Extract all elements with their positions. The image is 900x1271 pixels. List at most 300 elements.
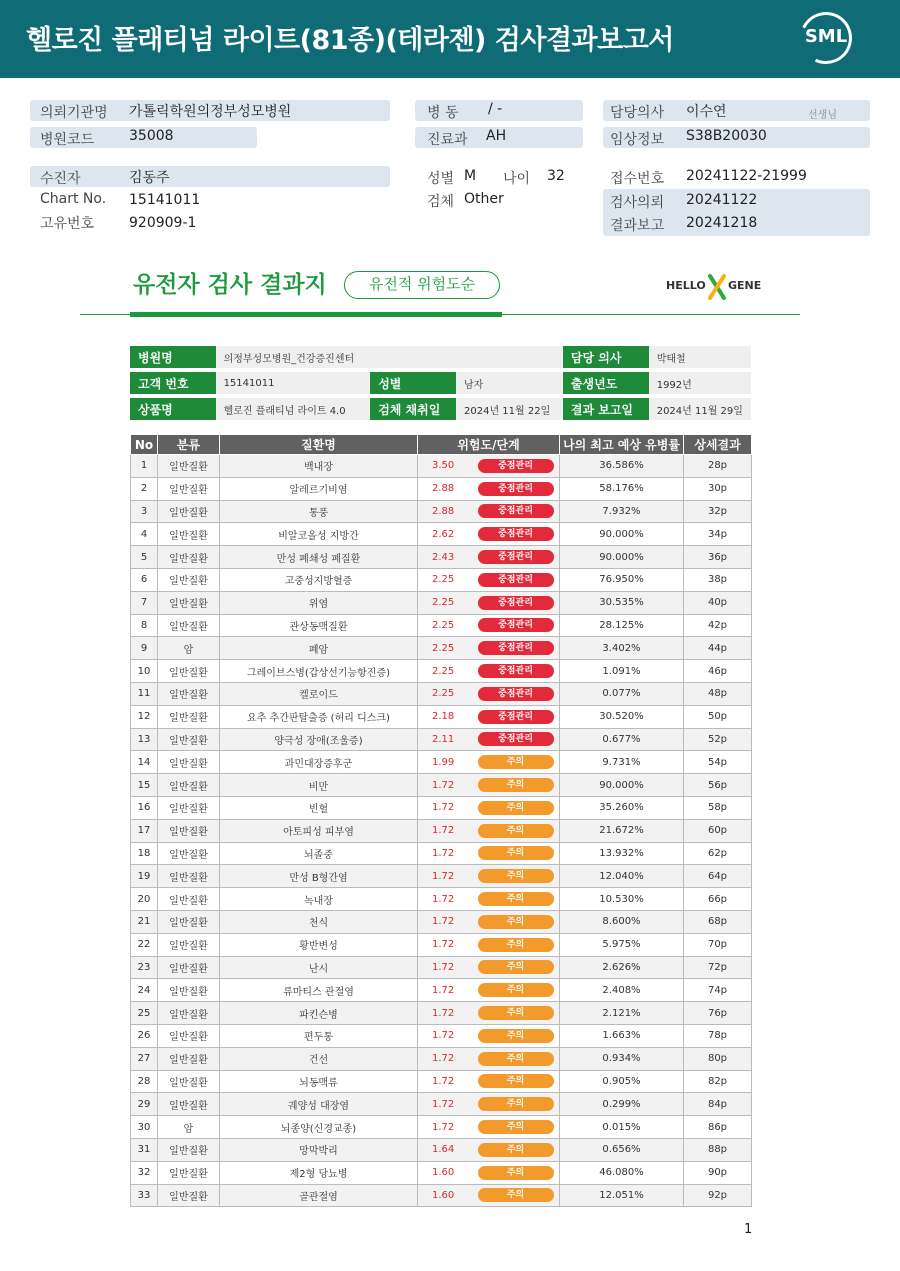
row-prevalence: 90.000% [560, 546, 684, 569]
row-no: 1 [131, 455, 158, 478]
row-risk-score: 1.60 [418, 1184, 478, 1207]
row-no: 2 [131, 477, 158, 500]
row-category: 일반질환 [158, 956, 220, 979]
sml-logo [800, 12, 852, 64]
row-risk-score: 3.50 [418, 455, 478, 478]
summary-reported-label: 결과 보고일 [563, 398, 649, 420]
row-disease: 뇌졸중 [220, 842, 418, 865]
table-row [131, 1116, 752, 1139]
page-number: 1 [744, 1222, 753, 1237]
row-disease: 뇌종양(신경교종) [220, 1116, 418, 1139]
table-row [131, 979, 752, 1002]
gene-x-icon [706, 272, 728, 302]
row-disease: 알레르기비염 [220, 477, 418, 500]
risk-level-badge: 주의 [478, 960, 554, 974]
sex-value: M [464, 168, 477, 184]
row-prevalence: 1.663% [560, 1024, 684, 1047]
row-prevalence: 21.672% [560, 819, 684, 842]
row-prevalence: 3.402% [560, 637, 684, 660]
row-no: 27 [131, 1047, 158, 1070]
row-category: 일반질환 [158, 1161, 220, 1184]
row-risk-score: 2.25 [418, 660, 478, 683]
row-risk-score: 2.25 [418, 614, 478, 637]
row-no: 13 [131, 728, 158, 751]
row-risk-level [478, 1161, 560, 1184]
row-category: 일반질환 [158, 591, 220, 614]
row-disease: 천식 [220, 910, 418, 933]
row-risk-level [478, 1093, 560, 1116]
row-category: 일반질환 [158, 1024, 220, 1047]
row-risk-score: 1.72 [418, 910, 478, 933]
row-prevalence: 35.260% [560, 796, 684, 819]
table-row [131, 865, 752, 888]
row-detail-page: 38p [684, 568, 752, 591]
receipt-label: 접수번호 [610, 171, 665, 187]
row-category: 일반질환 [158, 842, 220, 865]
row-detail-page: 28p [684, 455, 752, 478]
row-prevalence: 76.950% [560, 568, 684, 591]
row-risk-score: 1.72 [418, 1024, 478, 1047]
row-disease: 궤양성 대장염 [220, 1093, 418, 1116]
row-no: 28 [131, 1070, 158, 1093]
row-disease: 빈혈 [220, 796, 418, 819]
report-date-label: 결과보고 [610, 218, 665, 234]
results-table [130, 434, 752, 1207]
table-row [131, 796, 752, 819]
chart-no-label: Chart No. [40, 191, 107, 207]
row-detail-page: 90p [684, 1161, 752, 1184]
row-detail-page: 82p [684, 1070, 752, 1093]
row-risk-level [478, 591, 560, 614]
col-header-risk: 위험도/단계 [418, 435, 560, 455]
row-disease: 통풍 [220, 500, 418, 523]
row-prevalence: 0.677% [560, 728, 684, 751]
row-detail-page: 62p [684, 842, 752, 865]
row-detail-page: 60p [684, 819, 752, 842]
row-risk-score: 2.25 [418, 568, 478, 591]
summary-table [130, 342, 751, 424]
row-no: 10 [131, 660, 158, 683]
row-detail-page: 84p [684, 1093, 752, 1116]
row-category: 일반질환 [158, 774, 220, 797]
row-risk-level [478, 979, 560, 1002]
row-disease: 골관절염 [220, 1184, 418, 1207]
dept-label: 진료과 [427, 132, 468, 148]
row-risk-score: 1.72 [418, 842, 478, 865]
row-risk-level [478, 1047, 560, 1070]
risk-level-badge: 중점관리 [478, 550, 554, 564]
summary-birth-value: 1992년 [649, 372, 751, 394]
row-disease: 폐암 [220, 637, 418, 660]
row-no: 14 [131, 751, 158, 774]
row-risk-level [478, 637, 560, 660]
row-risk-score: 1.72 [418, 1070, 478, 1093]
row-no: 23 [131, 956, 158, 979]
row-no: 22 [131, 933, 158, 956]
table-row [131, 842, 752, 865]
row-risk-score: 2.11 [418, 728, 478, 751]
row-detail-page: 40p [684, 591, 752, 614]
sex-label: 성별 [427, 171, 455, 187]
row-risk-score: 1.64 [418, 1138, 478, 1161]
risk-level-badge: 주의 [478, 778, 554, 792]
risk-level-badge: 주의 [478, 1143, 554, 1157]
row-detail-page: 88p [684, 1138, 752, 1161]
risk-level-badge: 주의 [478, 938, 554, 952]
row-disease: 고중성지방혈증 [220, 568, 418, 591]
row-disease: 뇌동맥류 [220, 1070, 418, 1093]
hello-gene-logo [666, 272, 776, 302]
table-row [131, 1024, 752, 1047]
summary-product-value: 헬로진 플래티넘 라이트 4.0 [216, 398, 371, 420]
row-risk-level [478, 865, 560, 888]
risk-level-badge: 주의 [478, 915, 554, 929]
row-prevalence: 36.586% [560, 455, 684, 478]
row-risk-level [478, 523, 560, 546]
row-risk-score: 1.72 [418, 865, 478, 888]
risk-level-badge: 주의 [478, 1029, 554, 1043]
row-detail-page: 34p [684, 523, 752, 546]
row-detail-page: 36p [684, 546, 752, 569]
row-no: 5 [131, 546, 158, 569]
row-category: 일반질환 [158, 705, 220, 728]
row-risk-level [478, 842, 560, 865]
col-header-disease: 질환명 [220, 435, 418, 455]
row-no: 32 [131, 1161, 158, 1184]
row-prevalence: 30.535% [560, 591, 684, 614]
row-detail-page: 52p [684, 728, 752, 751]
row-prevalence: 7.932% [560, 500, 684, 523]
row-category: 일반질환 [158, 546, 220, 569]
row-category: 일반질환 [158, 455, 220, 478]
row-detail-page: 32p [684, 500, 752, 523]
row-no: 21 [131, 910, 158, 933]
row-risk-score: 1.72 [418, 956, 478, 979]
col-header-no: No [131, 435, 158, 455]
risk-level-badge: 주의 [478, 1188, 554, 1202]
row-prevalence: 58.176% [560, 477, 684, 500]
risk-level-badge: 주의 [478, 846, 554, 860]
summary-customer-value: 15141011 [216, 372, 371, 394]
row-risk-score: 2.62 [418, 523, 478, 546]
row-risk-level [478, 751, 560, 774]
unique-no-label: 고유번호 [40, 216, 95, 232]
summary-sex-value: 남자 [456, 372, 563, 394]
row-prevalence: 12.051% [560, 1184, 684, 1207]
logo-text: SML [804, 26, 848, 47]
clinical-label: 임상정보 [610, 132, 665, 148]
row-prevalence: 90.000% [560, 774, 684, 797]
row-category: 일반질환 [158, 865, 220, 888]
specimen-value: Other [464, 191, 504, 207]
row-risk-score: 1.72 [418, 774, 478, 797]
row-risk-score: 1.72 [418, 933, 478, 956]
row-no: 12 [131, 705, 158, 728]
row-risk-score: 1.72 [418, 1116, 478, 1139]
request-date-value: 20241122 [686, 192, 758, 208]
summary-doctor-label: 담당 의사 [563, 346, 649, 368]
table-row [131, 888, 752, 911]
brand-right-text: GENE [728, 279, 762, 292]
row-no: 4 [131, 523, 158, 546]
table-row [131, 1184, 752, 1207]
row-risk-score: 1.72 [418, 1093, 478, 1116]
risk-level-badge: 주의 [478, 755, 554, 769]
summary-collected-label: 검체 채취일 [370, 398, 456, 420]
risk-level-badge: 주의 [478, 1120, 554, 1134]
table-row [131, 523, 752, 546]
patient-name-label: 수진자 [40, 171, 81, 187]
row-disease: 비만 [220, 774, 418, 797]
row-category: 암 [158, 1116, 220, 1139]
row-disease: 양극성 장애(조울증) [220, 728, 418, 751]
summary-hospital-value: 의정부성모병원_건강증진센터 [216, 346, 563, 368]
risk-level-badge: 주의 [478, 824, 554, 838]
row-risk-level [478, 910, 560, 933]
row-disease: 제2형 당뇨병 [220, 1161, 418, 1184]
summary-hospital-label: 병원명 [130, 346, 216, 368]
row-no: 8 [131, 614, 158, 637]
row-risk-score: 1.72 [418, 1047, 478, 1070]
row-no: 19 [131, 865, 158, 888]
row-risk-level [478, 705, 560, 728]
row-risk-score: 1.72 [418, 979, 478, 1002]
row-detail-page: 56p [684, 774, 752, 797]
row-detail-page: 42p [684, 614, 752, 637]
row-risk-score: 2.88 [418, 477, 478, 500]
row-disease: 편두통 [220, 1024, 418, 1047]
row-risk-level [478, 477, 560, 500]
report-divider-accent [130, 312, 502, 317]
table-row [131, 477, 752, 500]
col-header-category: 분류 [158, 435, 220, 455]
row-no: 6 [131, 568, 158, 591]
specimen-label: 검체 [427, 194, 455, 210]
table-row [131, 500, 752, 523]
row-no: 9 [131, 637, 158, 660]
age-value: 32 [547, 168, 565, 184]
summary-reported-value: 2024년 11월 29일 [649, 398, 751, 420]
row-prevalence: 10.530% [560, 888, 684, 911]
table-row [131, 1161, 752, 1184]
patient-name-value: 김동주 [129, 170, 170, 186]
table-row [131, 705, 752, 728]
risk-level-badge: 주의 [478, 983, 554, 997]
page-title: 헬로진 플래티넘 라이트(81종)(테라젠) 검사결과보고서 [26, 25, 674, 56]
row-risk-level [478, 1184, 560, 1207]
patient-name-pill [30, 166, 390, 187]
row-disease: 아토피성 피부염 [220, 819, 418, 842]
row-risk-level [478, 728, 560, 751]
row-disease: 요추 추간판탈출증 (허리 디스크) [220, 705, 418, 728]
report-title: 유전자 검사 결과지 [133, 272, 327, 298]
hospital-code-value: 35008 [129, 128, 174, 144]
risk-level-badge: 주의 [478, 1074, 554, 1088]
row-risk-level [478, 819, 560, 842]
table-row [131, 774, 752, 797]
row-category: 일반질환 [158, 614, 220, 637]
row-category: 일반질환 [158, 568, 220, 591]
row-risk-score: 1.99 [418, 751, 478, 774]
row-no: 16 [131, 796, 158, 819]
row-detail-page: 58p [684, 796, 752, 819]
row-no: 18 [131, 842, 158, 865]
row-disease: 백내장 [220, 455, 418, 478]
row-category: 일반질환 [158, 1047, 220, 1070]
row-no: 17 [131, 819, 158, 842]
row-risk-score: 2.25 [418, 591, 478, 614]
row-category: 일반질환 [158, 888, 220, 911]
row-category: 일반질환 [158, 660, 220, 683]
doctor-suffix: 선생님 [808, 110, 837, 121]
row-category: 일반질환 [158, 910, 220, 933]
row-risk-level [478, 682, 560, 705]
row-category: 일반질환 [158, 1138, 220, 1161]
table-row [131, 819, 752, 842]
row-prevalence: 0.015% [560, 1116, 684, 1139]
table-row [131, 1093, 752, 1116]
doctor-value: 이수연 [686, 104, 727, 120]
risk-level-badge: 중점관리 [478, 482, 554, 496]
table-row [131, 614, 752, 637]
ward-label: 병 동 [427, 105, 459, 121]
row-no: 24 [131, 979, 158, 1002]
summary-birth-label: 출생년도 [563, 372, 649, 394]
risk-level-badge: 주의 [478, 1006, 554, 1020]
table-row [131, 1002, 752, 1025]
row-risk-level [478, 1138, 560, 1161]
report-date-value: 20241218 [686, 215, 758, 231]
table-row [131, 1138, 752, 1161]
row-disease: 녹내장 [220, 888, 418, 911]
row-category: 일반질환 [158, 751, 220, 774]
row-detail-page: 76p [684, 1002, 752, 1025]
row-prevalence: 8.600% [560, 910, 684, 933]
receipt-value: 20241122-21999 [686, 168, 807, 184]
row-no: 30 [131, 1116, 158, 1139]
row-prevalence: 30.520% [560, 705, 684, 728]
row-prevalence: 90.000% [560, 523, 684, 546]
row-no: 3 [131, 500, 158, 523]
row-detail-page: 78p [684, 1024, 752, 1047]
table-row [131, 1047, 752, 1070]
row-category: 일반질환 [158, 979, 220, 1002]
table-row [131, 682, 752, 705]
summary-sex-label: 성별 [370, 372, 456, 394]
row-prevalence: 28.125% [560, 614, 684, 637]
row-no: 15 [131, 774, 158, 797]
row-detail-page: 48p [684, 682, 752, 705]
clinical-value: S38B20030 [686, 128, 767, 144]
row-prevalence: 2.121% [560, 1002, 684, 1025]
row-category: 일반질환 [158, 500, 220, 523]
risk-level-badge: 주의 [478, 1097, 554, 1111]
row-category: 일반질환 [158, 682, 220, 705]
row-detail-page: 80p [684, 1047, 752, 1070]
row-risk-level [478, 1116, 560, 1139]
row-disease: 비알코올성 지방간 [220, 523, 418, 546]
row-detail-page: 68p [684, 910, 752, 933]
row-disease: 망막박리 [220, 1138, 418, 1161]
risk-level-badge: 중점관리 [478, 732, 554, 746]
row-risk-level [478, 1070, 560, 1093]
risk-level-badge: 중점관리 [478, 504, 554, 518]
row-prevalence: 12.040% [560, 865, 684, 888]
table-row [131, 910, 752, 933]
row-detail-page: 50p [684, 705, 752, 728]
row-category: 일반질환 [158, 933, 220, 956]
row-risk-level [478, 796, 560, 819]
row-no: 25 [131, 1002, 158, 1025]
table-row [131, 956, 752, 979]
table-row [131, 933, 752, 956]
row-prevalence: 1.091% [560, 660, 684, 683]
risk-level-badge: 중점관리 [478, 459, 554, 473]
row-category: 일반질환 [158, 796, 220, 819]
row-disease: 파킨슨병 [220, 1002, 418, 1025]
row-disease: 과민대장증후군 [220, 751, 418, 774]
row-category: 일반질환 [158, 1093, 220, 1116]
report-sort-badge: 유전적 위험도순 [344, 271, 500, 299]
row-category: 일반질환 [158, 1002, 220, 1025]
row-risk-score: 1.60 [418, 1161, 478, 1184]
row-prevalence: 2.626% [560, 956, 684, 979]
row-prevalence: 5.975% [560, 933, 684, 956]
risk-level-badge: 중점관리 [478, 687, 554, 701]
row-detail-page: 54p [684, 751, 752, 774]
table-row [131, 455, 752, 478]
row-no: 11 [131, 682, 158, 705]
row-prevalence: 9.731% [560, 751, 684, 774]
risk-level-badge: 주의 [478, 892, 554, 906]
institution-value: 가톨릭학원의정부성모병원 [129, 104, 292, 120]
row-disease: 위염 [220, 591, 418, 614]
row-detail-page: 30p [684, 477, 752, 500]
row-risk-level [478, 933, 560, 956]
row-category: 일반질환 [158, 1184, 220, 1207]
row-no: 20 [131, 888, 158, 911]
risk-level-badge: 주의 [478, 1052, 554, 1066]
col-header-detail: 상세결과 [684, 435, 752, 455]
row-category: 일반질환 [158, 477, 220, 500]
institution-label: 의뢰기관명 [40, 105, 108, 121]
risk-level-badge: 주의 [478, 801, 554, 815]
risk-level-badge: 주의 [478, 1166, 554, 1180]
row-detail-page: 74p [684, 979, 752, 1002]
risk-level-badge: 중점관리 [478, 596, 554, 610]
row-prevalence: 0.656% [560, 1138, 684, 1161]
chart-no-value: 15141011 [129, 192, 201, 208]
risk-level-badge: 중점관리 [478, 573, 554, 587]
row-disease: 건선 [220, 1047, 418, 1070]
results-header-row [131, 435, 752, 455]
row-detail-page: 72p [684, 956, 752, 979]
row-detail-page: 44p [684, 637, 752, 660]
table-row [131, 637, 752, 660]
table-row [131, 546, 752, 569]
row-disease: 난시 [220, 956, 418, 979]
row-disease: 만성 B형간염 [220, 865, 418, 888]
row-detail-page: 70p [684, 933, 752, 956]
table-row [131, 591, 752, 614]
row-disease: 관상동맥질환 [220, 614, 418, 637]
risk-level-badge: 중점관리 [478, 710, 554, 724]
row-risk-score: 1.72 [418, 796, 478, 819]
table-row [131, 660, 752, 683]
risk-level-badge: 주의 [478, 869, 554, 883]
row-disease: 그레이브스병(갑상선기능항진증) [220, 660, 418, 683]
request-date-label: 검사의뢰 [610, 195, 665, 211]
